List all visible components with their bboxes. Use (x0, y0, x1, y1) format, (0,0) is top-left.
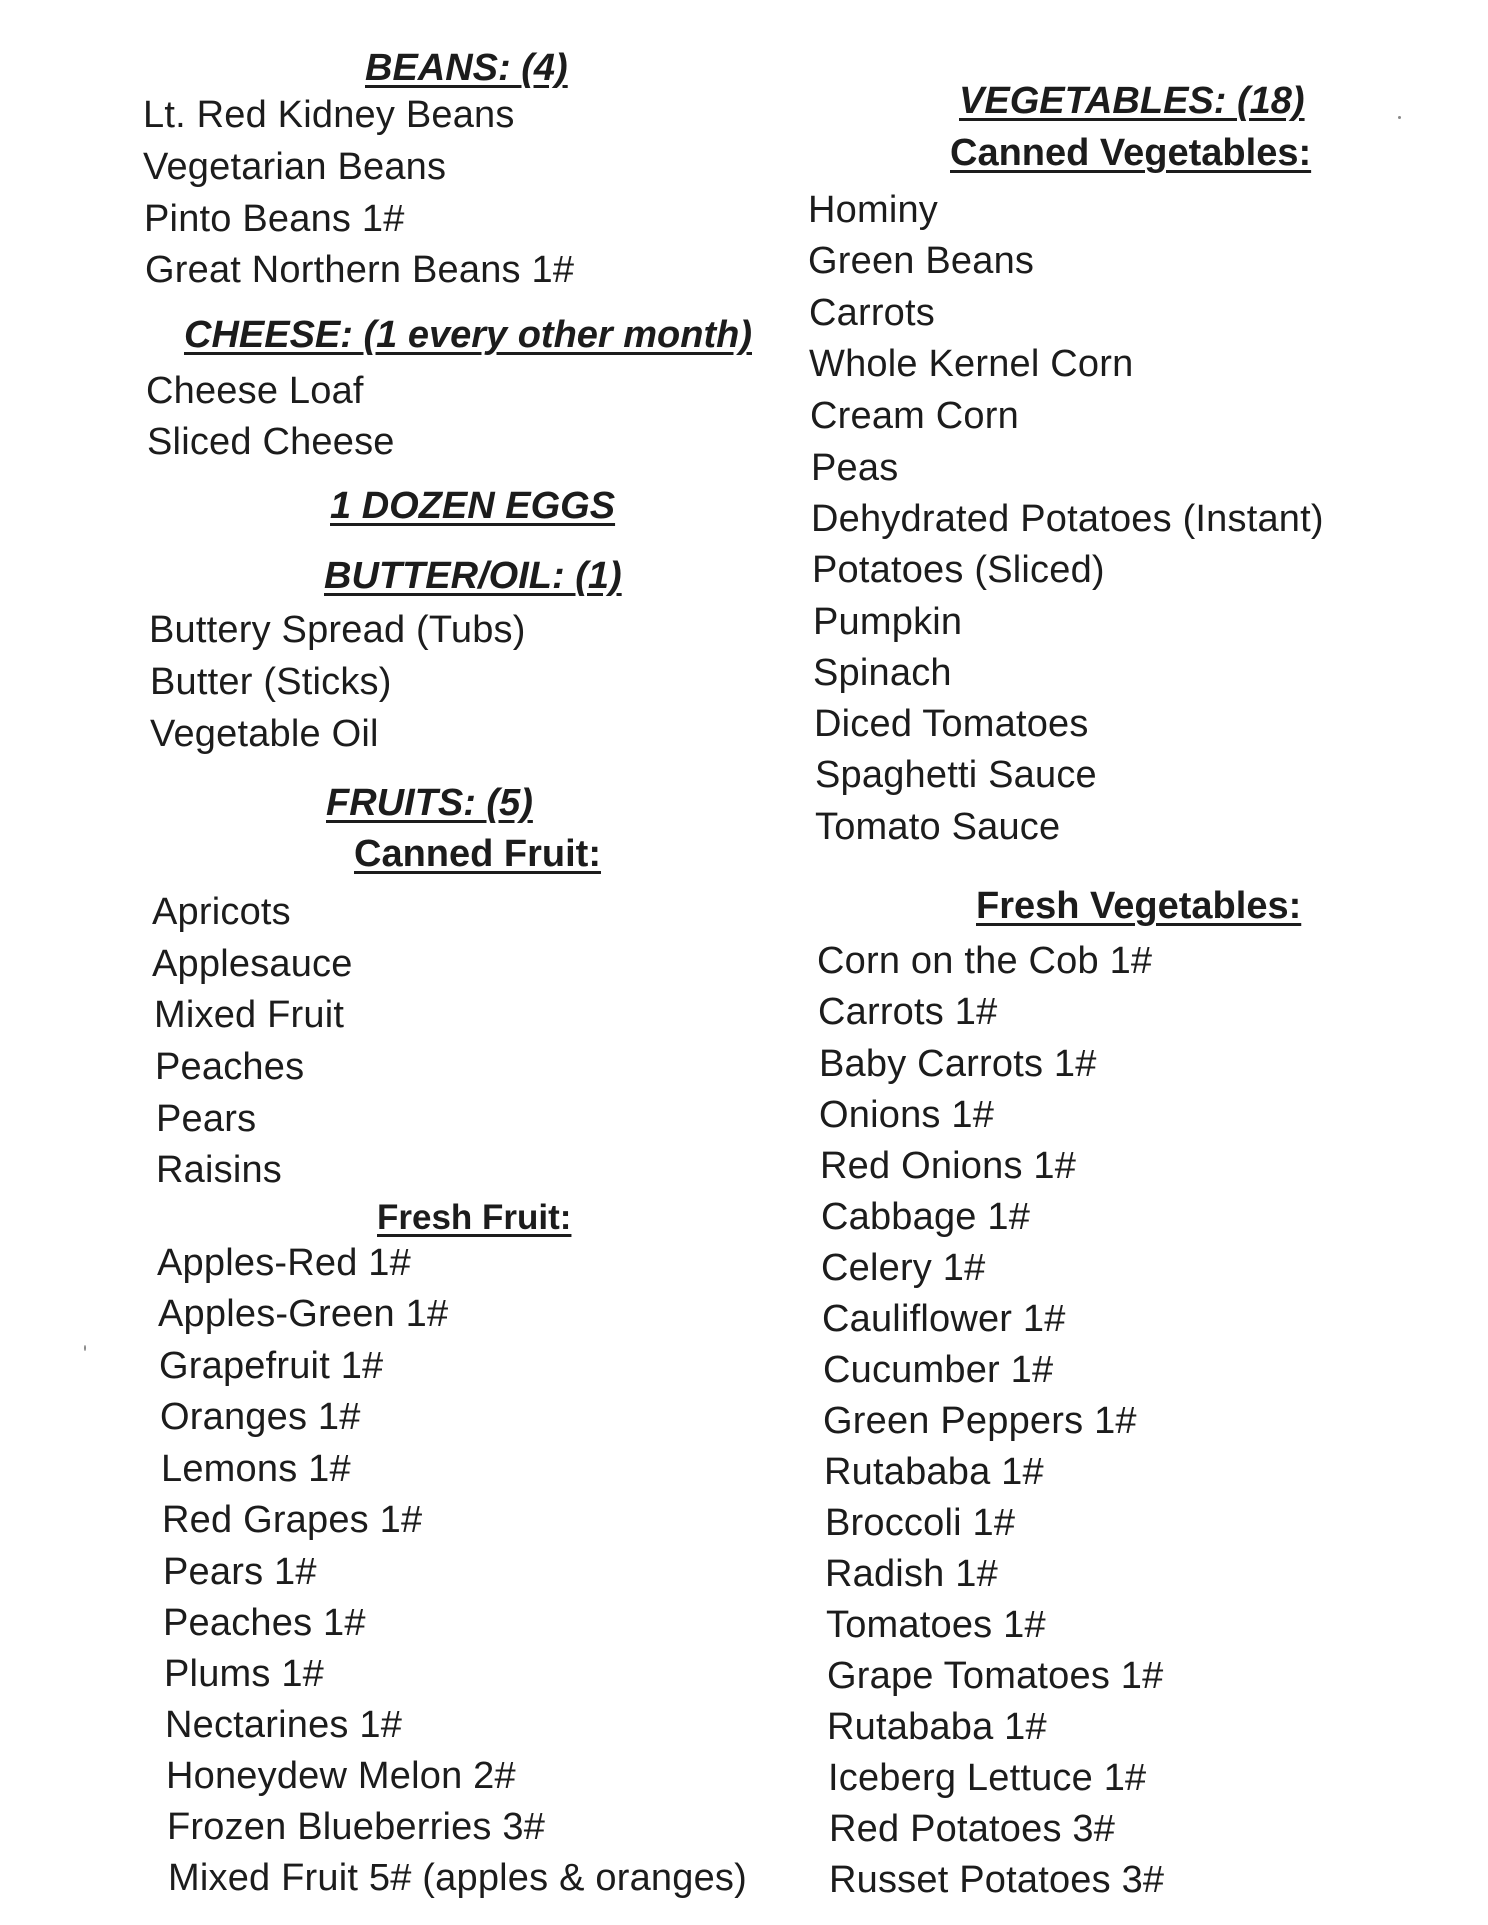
list-item: Carrots (809, 292, 935, 334)
list-item: Diced Tomatoes (814, 703, 1089, 745)
list-item: Pears 1# (163, 1551, 317, 1593)
list-item: Dehydrated Potatoes (Instant) (811, 498, 1324, 540)
list-item: Iceberg Lettuce 1# (828, 1757, 1147, 1799)
list-item: Raisins (156, 1149, 282, 1191)
list-item: Cream Corn (810, 395, 1019, 437)
list-item: Vegetarian Beans (143, 146, 447, 188)
list-item: Vegetable Oil (150, 713, 379, 755)
fruits-heading: FRUITS: (5) (326, 782, 533, 824)
list-item: Mixed Fruit (154, 994, 345, 1036)
list-item: Lemons 1# (161, 1448, 351, 1490)
list-item: Apples-Red 1# (157, 1242, 411, 1284)
list-item: Tomato Sauce (815, 806, 1061, 848)
cheese-heading: CHEESE: (1 every other month) (184, 314, 752, 356)
list-item: Sliced Cheese (147, 421, 395, 463)
list-item: Peaches (155, 1046, 305, 1088)
fresh-vegetables-heading: Fresh Vegetables: (976, 885, 1302, 927)
list-item: Peas (811, 447, 899, 489)
list-item: Cheese Loaf (146, 370, 364, 412)
list-item: Grapefruit 1# (159, 1345, 384, 1387)
list-item: Whole Kernel Corn (809, 343, 1134, 385)
list-item: Baby Carrots 1# (819, 1043, 1097, 1085)
list-item: Great Northern Beans 1# (145, 249, 575, 291)
list-item: Red Grapes 1# (162, 1499, 423, 1541)
list-item: Onions 1# (819, 1094, 995, 1136)
list-item: Green Beans (808, 240, 1035, 282)
beans-heading: BEANS: (4) (365, 47, 568, 89)
list-item: Lt. Red Kidney Beans (143, 94, 515, 136)
list-item: Red Onions 1# (820, 1145, 1077, 1187)
list-item: Spaghetti Sauce (815, 754, 1097, 796)
list-item: Radish 1# (825, 1553, 998, 1595)
list-item: Cauliflower 1# (822, 1298, 1066, 1340)
list-item: Rutababa 1# (824, 1451, 1044, 1493)
list-item: Broccoli 1# (825, 1502, 1016, 1544)
list-item: Applesauce (152, 943, 353, 985)
list-item: Russet Potatoes 3# (829, 1859, 1165, 1901)
scan-speck (1398, 116, 1401, 119)
fresh-fruit-heading: Fresh Fruit: (377, 1198, 572, 1237)
list-item: Apricots (152, 891, 291, 933)
list-item: Cucumber 1# (823, 1349, 1054, 1391)
list-item: Grape Tomatoes 1# (827, 1655, 1164, 1697)
list-item: Honeydew Melon 2# (166, 1755, 516, 1797)
eggs-heading: 1 DOZEN EGGS (330, 485, 616, 527)
list-item: Pears (156, 1098, 257, 1140)
list-item: Mixed Fruit 5# (apples & oranges) (168, 1857, 747, 1899)
list-item: Corn on the Cob 1# (817, 940, 1153, 982)
list-item: Oranges 1# (160, 1396, 361, 1438)
list-item: Pumpkin (813, 601, 963, 643)
list-item: Carrots 1# (818, 991, 998, 1033)
list-item: Pinto Beans 1# (144, 198, 405, 240)
list-item: Plums 1# (164, 1653, 325, 1695)
list-item: Nectarines 1# (165, 1704, 403, 1746)
list-item: Apples-Green 1# (158, 1293, 449, 1335)
scan-speck (84, 1345, 86, 1351)
list-item: Spinach (813, 652, 952, 694)
list-item: Celery 1# (821, 1247, 986, 1289)
list-item: Hominy (808, 189, 939, 231)
list-item: Red Potatoes 3# (829, 1808, 1116, 1850)
list-item: Peaches 1# (163, 1602, 366, 1644)
butter-oil-heading: BUTTER/OIL: (1) (324, 555, 622, 597)
list-item: Cabbage 1# (821, 1196, 1031, 1238)
list-item: Green Peppers 1# (823, 1400, 1137, 1442)
list-item: Butter (Sticks) (150, 661, 392, 703)
list-item: Rutababa 1# (827, 1706, 1047, 1748)
list-item: Tomatoes 1# (826, 1604, 1046, 1646)
canned-vegetables-heading: Canned Vegetables: (950, 132, 1312, 174)
canned-fruit-heading: Canned Fruit: (354, 833, 601, 875)
list-item: Potatoes (Sliced) (812, 549, 1105, 591)
list-item: Frozen Blueberries 3# (167, 1806, 546, 1848)
list-item: Buttery Spread (Tubs) (149, 609, 526, 651)
vegetables-heading: VEGETABLES: (18) (959, 80, 1305, 122)
